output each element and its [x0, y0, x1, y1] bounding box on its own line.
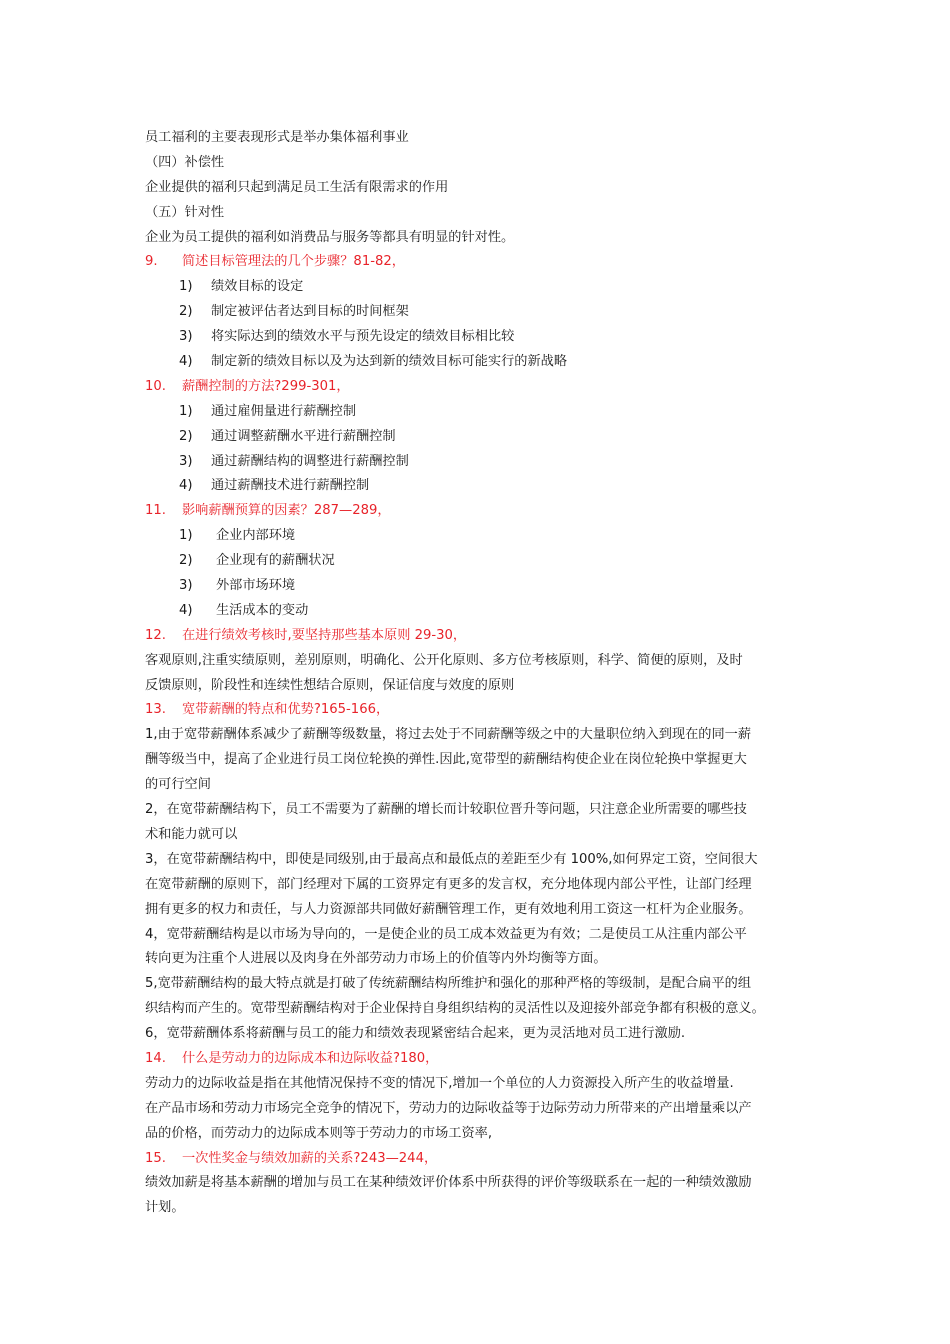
paragraph-line: 酬等级当中，提高了企业进行员工岗位轮换的弹性.因此,宽带型的薪酬结构使企业在岗位轮换中掌握更大 — [145, 752, 747, 768]
paragraph: 企业提供的福利只起到满足员工生活有限需求的作用 — [145, 179, 449, 195]
paragraph-line: 反馈原则，阶段性和连续性想结合原则，保证信度与效度的原则 — [145, 677, 515, 693]
list-number: 1) — [179, 528, 193, 544]
question-number: 10. — [145, 378, 166, 394]
list-text: 通过调整薪酬水平进行薪酬控制 — [211, 428, 396, 444]
list-number: 3) — [179, 329, 193, 345]
list-text: 外部市场环境 — [216, 578, 296, 594]
list-item — [145, 325, 815, 350]
paragraph-line: 5,宽带薪酬结构的最大特点就是打破了传统薪酬结构所维护和强化的那种严格的等级制，是配合扁平的组 — [145, 976, 752, 992]
list-number: 3) — [179, 578, 193, 594]
document-page — [145, 126, 815, 1221]
list-item — [145, 350, 815, 375]
list-text: 通过薪酬结构的调整进行薪酬控制 — [211, 453, 409, 469]
list-item — [145, 524, 815, 549]
question-heading — [145, 624, 815, 649]
question-number: 15. — [145, 1150, 166, 1166]
question-title: 影响薪酬预算的因素？287—289， — [182, 503, 391, 519]
list-item — [145, 425, 815, 450]
list-number: 1) — [179, 279, 193, 295]
paragraph-line: 的可行空间 — [145, 777, 211, 793]
list-item — [145, 300, 815, 325]
paragraph: 企业为员工提供的福利如消费品与服务等都具有明显的针对性。 — [145, 229, 515, 245]
list-item — [145, 450, 815, 475]
list-item — [145, 574, 815, 599]
list-text: 企业内部环境 — [216, 528, 296, 544]
question-heading — [145, 1147, 815, 1172]
question-heading — [145, 698, 815, 723]
list-item — [145, 275, 815, 300]
paragraph-line: 劳动力的边际收益是指在其他情况保持不变的情况下,增加一个单位的人力资源投入所产生的收益增量. — [145, 1075, 734, 1091]
list-number: 4) — [179, 478, 193, 494]
list-number: 1) — [179, 403, 193, 419]
list-item — [145, 474, 815, 499]
question-heading — [145, 499, 815, 524]
list-text: 生活成本的变动 — [216, 602, 309, 618]
paragraph-line: 计划。 — [145, 1200, 185, 1216]
list-text: 将实际达到的绩效水平与预先设定的绩效目标相比较 — [211, 329, 515, 345]
question-number: 12. — [145, 627, 166, 643]
paragraph-line: 拥有更多的权力和责任，与人力资源部共同做好薪酬管理工作，更有效地利用工资这一杠杆为企业服务。 — [145, 901, 752, 917]
paragraph-line: 1,由于宽带薪酬体系减少了薪酬等级数量，将过去处于不同薪酬等级之中的大量职位纳入到现在的同一薪 — [145, 727, 752, 743]
list-item — [145, 549, 815, 574]
list-text: 通过雇佣量进行薪酬控制 — [211, 403, 357, 419]
paragraph-line: 6，宽带薪酬体系将薪酬与员工的能力和绩效表现紧密结合起来，更为灵活地对员工进行激励. — [145, 1026, 686, 1042]
paragraph-line: 织结构而产生的。宽带型薪酬结构对于企业保持自身组织结构的灵活性以及迎接外部竞争都有积极的意义。 — [145, 1001, 765, 1017]
list-number: 4) — [179, 354, 193, 370]
paragraph: 员工福利的主要表现形式是举办集体福利事业 — [145, 130, 409, 145]
section-heading: （四）补偿性 — [145, 154, 225, 170]
list-number: 2) — [179, 428, 193, 444]
list-text: 制定被评估者达到目标的时间框架 — [211, 304, 409, 320]
list-text: 绩效目标的设定 — [211, 279, 304, 295]
paragraph-line: 客观原则,注重实绩原则，差别原则，明确化、公开化原则、多方位考核原则，科学、简便的原则，及时 — [145, 652, 743, 668]
list-item — [145, 599, 815, 624]
list-number: 2) — [179, 304, 193, 320]
list-text: 通过薪酬技术进行薪酬控制 — [211, 478, 370, 494]
question-title: 什么是劳动力的边际成本和边际收益?180， — [182, 1050, 439, 1066]
question-heading — [145, 375, 815, 400]
question-number: 13. — [145, 702, 166, 718]
question-number: 11. — [145, 503, 166, 519]
list-number: 4) — [179, 602, 193, 618]
question-number: 9. — [145, 254, 158, 270]
paragraph-line: 转向更为注重个人进展以及肉身在外部劳动力市场上的价值等内外均衡等方面。 — [145, 951, 607, 967]
list-number: 3) — [179, 453, 193, 469]
question-title: 在进行绩效考核时,要坚持那些基本原则 29-30， — [182, 627, 467, 643]
question-heading — [145, 250, 815, 275]
list-text: 制定新的绩效目标以及为达到新的绩效目标可能实行的新战略 — [211, 354, 568, 370]
paragraph-line: 品的价格，而劳动力的边际成本则等于劳动力的市场工资率, — [145, 1125, 493, 1141]
question-title: 简述目标管理法的几个步骤？81-82， — [182, 254, 405, 270]
paragraph-line: 2，在宽带薪酬结构下，员工不需要为了薪酬的增长而计较职位晋升等问题，只注意企业所需要的哪些技 — [145, 802, 747, 818]
question-title: 一次性奖金与绩效加薪的关系?243—244， — [182, 1150, 438, 1166]
paragraph-line: 在宽带薪酬的原则下，部门经理对下属的工资界定有更多的发言权，充分地体现内部公平性，让部门经理 — [145, 876, 752, 892]
question-title: 宽带薪酬的特点和优势?165-166， — [182, 702, 390, 718]
question-number: 14. — [145, 1050, 166, 1066]
paragraph-line: 术和能力就可以 — [145, 826, 238, 842]
list-number: 2) — [179, 553, 193, 569]
list-item — [145, 400, 815, 425]
paragraph-line: 在产品市场和劳动力市场完全竞争的情况下，劳动力的边际收益等于边际劳动力所带来的产出增量乘以产 — [145, 1100, 752, 1116]
section-heading: （五）针对性 — [145, 204, 225, 220]
paragraph-line: 3，在宽带薪酬结构中，即使是同级别,由于最高点和最低点的差距至少有 100%,如何界定工资，空间很大 — [145, 851, 758, 867]
list-text: 企业现有的薪酬状况 — [216, 553, 335, 569]
paragraph-line: 4，宽带薪酬结构是以市场为导向的，一是使企业的员工成本效益更为有效；二是使员工从注重内部公平 — [145, 926, 747, 942]
question-title: 薪酬控制的方法?299-301， — [182, 378, 350, 394]
paragraph-line: 绩效加薪是将基本薪酬的增加与员工在某种绩效评价体系中所获得的评价等级联系在一起的一种绩效激励 — [145, 1175, 752, 1191]
question-heading — [145, 1047, 815, 1072]
